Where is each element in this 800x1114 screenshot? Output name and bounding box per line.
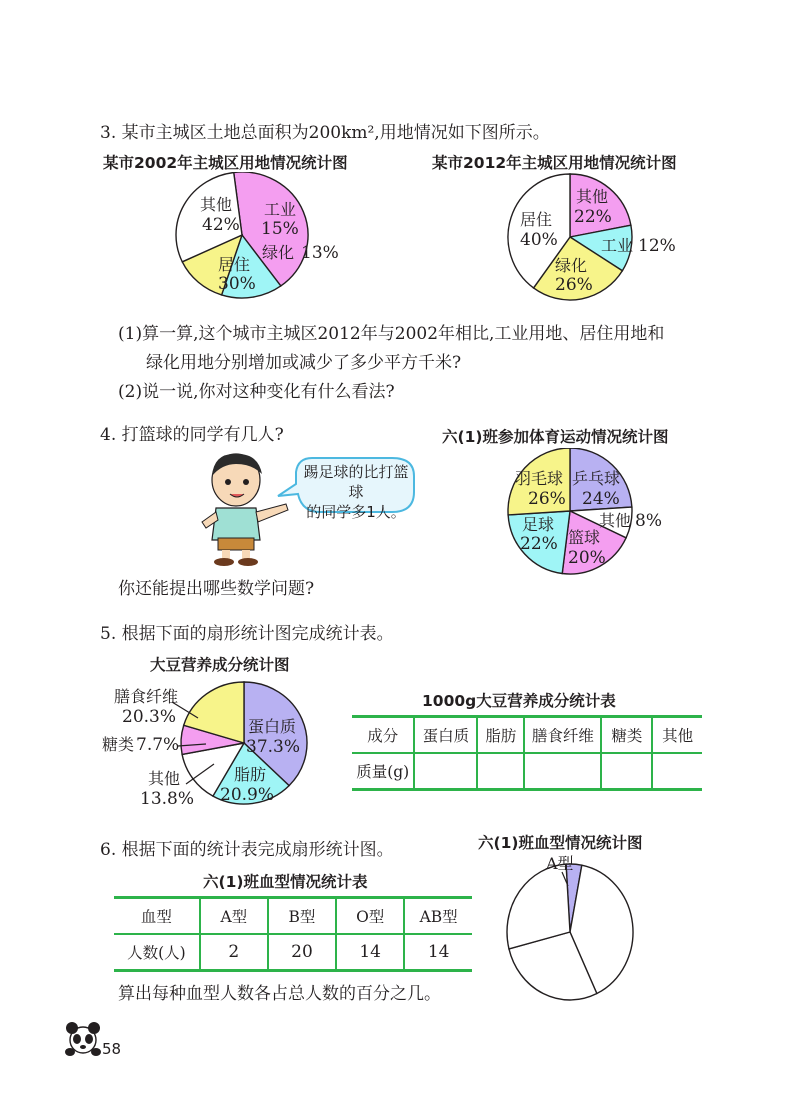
soy-table-cell-other[interactable] [652, 753, 702, 790]
pie-2012-title: 某市2012年主城区用地情况统计图 [432, 154, 677, 172]
pie-sports-title: 六(1)班参加体育运动情况统计图 [442, 428, 669, 446]
q4-followup: 你还能提出哪些数学问题? [118, 579, 315, 599]
soy-table-header-3: 膳食纤维 [524, 717, 601, 754]
pie-2002-title: 某市2002年主城区用地情况统计图 [103, 154, 348, 172]
q6-text: 6. 根据下面的统计表完成扇形统计图。 [100, 840, 394, 860]
pie-2012-pct-other: 22% [574, 207, 612, 227]
soy-table-cell-protein[interactable] [414, 753, 477, 790]
pie-soy-label-other: 其他 [148, 769, 181, 788]
blood-table-value-a: 2 [200, 934, 268, 971]
pie-sports-pct-other: 8% [635, 511, 662, 531]
pie-sports-chart [500, 448, 690, 578]
q5-table-title: 1000g大豆营养成分统计表 [422, 692, 616, 710]
soy-nutrition-table [352, 715, 702, 791]
blood-table-value-b: 20 [268, 934, 336, 971]
pie-soy-label-fiber: 膳食纤维 [114, 687, 179, 706]
pie-sports-pct-pingpong: 24% [582, 489, 620, 509]
soy-table-header-4: 糖类 [601, 717, 652, 754]
pie-sports-pct-football: 22% [520, 534, 558, 554]
blood-table-header-1: A型 [200, 898, 268, 935]
pie-2012-label-industry: 工业 [601, 236, 634, 255]
page-number: 58 [102, 1040, 122, 1058]
q3-sub1-line1: (1)算一算,这个城市主城区2012年与2002年相比,工业用地、居住用地和 [118, 324, 665, 344]
pie-2012-label-living: 居住 [520, 210, 553, 229]
soy-table-header-row [352, 717, 702, 754]
blood-table-value-ab: 14 [404, 934, 472, 971]
pie-2002-label-green: 绿化 [262, 243, 295, 262]
blood-table-value-o: 14 [336, 934, 404, 971]
pie-blood-slices [507, 864, 633, 1000]
pie-sports-label-football: 足球 [522, 515, 555, 534]
pie-sports-pct-basketball: 20% [568, 548, 606, 568]
blood-table-header-0: 血型 [114, 898, 200, 935]
soy-table-header-2: 脂肪 [477, 717, 524, 754]
pie-soy-pct-protein: 37.3% [246, 737, 301, 757]
pie-sports-pct-badminton: 26% [528, 489, 566, 509]
pie-sports-label-pingpong: 乒乓球 [572, 469, 621, 488]
q6-footer: 算出每种血型人数各占总人数的百分之几。 [118, 984, 441, 1004]
pie-blood-label-a: A型 [546, 854, 574, 873]
pie-2002-pct-green: 13% [301, 243, 339, 263]
blood-table-header-row [114, 898, 472, 935]
pie-sports-label-other: 其他 [599, 511, 632, 530]
soy-table-header-0: 成分 [352, 717, 414, 754]
pie-2012-chart [500, 172, 690, 302]
pie-soy-label-sugar: 糖类 [102, 735, 135, 754]
pie-sports-label-badminton: 羽毛球 [515, 469, 564, 488]
pie-2002-pct-industry: 15% [261, 219, 299, 239]
pie-2012-pct-green: 26% [555, 275, 593, 295]
pie-soy-chart [96, 676, 316, 812]
pie-sports-label-basketball: 篮球 [568, 528, 601, 547]
blood-table-header-4: AB型 [404, 898, 472, 935]
soy-table-header-5: 其他 [652, 717, 702, 754]
soy-table-row-label: 质量(g) [352, 753, 414, 790]
pie-2002-pct-living: 30% [218, 274, 256, 294]
q6-table-title: 六(1)班血型情况统计表 [203, 873, 368, 891]
soy-table-cell-sugar[interactable] [601, 753, 652, 790]
pie-soy-label-fat: 脂肪 [234, 765, 267, 784]
q3-sub1-line2: 绿化用地分别增加或减少了多少平方千米? [146, 353, 462, 373]
speech-bubble-line2: 的同学多1人。 [306, 503, 406, 521]
blood-type-table [114, 896, 472, 972]
pie-2002-label-other: 其他 [200, 195, 233, 214]
q3-text: 3. 某市主城区土地总面积为200km²,用地情况如下图所示。 [100, 123, 550, 143]
blood-table-header-2: B型 [268, 898, 336, 935]
pie-2012-pct-living: 40% [520, 230, 558, 250]
soy-table-cell-fiber[interactable] [524, 753, 601, 790]
pie-2002-label-industry: 工业 [264, 200, 297, 219]
pie-soy-pct-sugar: 7.7% [136, 735, 180, 755]
pie-soy-pct-other: 13.8% [140, 789, 195, 809]
q3-sub2: (2)说一说,你对这种变化有什么看法? [118, 382, 395, 402]
pie-2012-pct-industry: 12% [638, 236, 676, 256]
speech-bubble-text [300, 462, 412, 522]
blood-table-data-row [114, 934, 472, 971]
panda-icon [62, 1018, 104, 1058]
pie-2002-pct-other: 42% [202, 215, 240, 235]
speech-bubble-line1: 踢足球的比打篮球 [303, 463, 409, 501]
pie-soy-pct-fat: 20.9% [220, 785, 275, 805]
pie-2002-chart [170, 172, 350, 302]
pie-blood-title: 六(1)班血型情况统计图 [478, 834, 643, 852]
soy-table-header-1: 蛋白质 [414, 717, 477, 754]
pie-2012-label-green: 绿化 [555, 256, 588, 275]
pie-blood-chart [500, 852, 650, 1004]
blood-table-row-label: 人数(人) [114, 934, 200, 971]
blood-table-header-3: O型 [336, 898, 404, 935]
pie-soy-pct-fiber: 20.3% [122, 707, 177, 727]
q4-text: 4. 打篮球的同学有几人? [100, 425, 284, 445]
pie-2002-label-living: 居住 [218, 255, 251, 274]
pie-2012-label-other: 其他 [576, 187, 609, 206]
q5-text: 5. 根据下面的扇形统计图完成统计表。 [100, 624, 394, 644]
pie-soy-title: 大豆营养成分统计图 [150, 656, 290, 674]
soy-table-data-row [352, 753, 702, 790]
pie-soy-label-protein: 蛋白质 [248, 717, 297, 736]
soy-table-cell-fat[interactable] [477, 753, 524, 790]
